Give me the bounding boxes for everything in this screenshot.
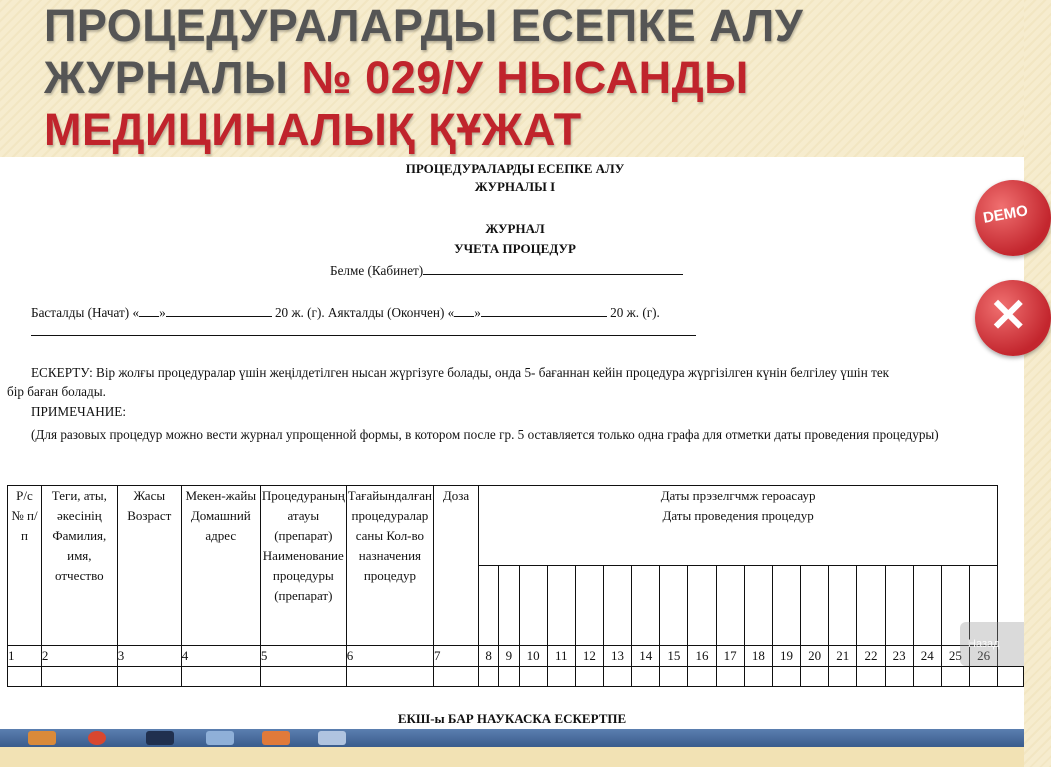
end-month-blank [481,305,607,317]
col-num: 1 [8,646,42,667]
header-address: Мекен-жайы Домашний адрес [181,486,260,646]
header-procedure: Процедураның атауы (препарат) Наименование процедуры (препарат) [260,486,346,646]
col-num: 17 [716,646,744,667]
col-num: 21 [829,646,857,667]
room-label: Белме (Кабинет) [330,263,424,278]
date-cell [913,566,941,646]
start-label: Басталды (Начат) « [31,305,140,320]
col-num: 3 [117,646,181,667]
close-button[interactable] [975,280,1051,356]
header-fullname: Теги, аты, әкесінің Фамилия, имя, отчество [41,486,117,646]
date-cell [575,566,603,646]
year-1: 20 ж. (г). Аякталды (Окончен) « [274,305,455,320]
date-cell [688,566,716,646]
col-num: 10 [519,646,547,667]
col-num: 20 [801,646,829,667]
note-ru-title: ПРИМЕЧАНИЕ: [31,404,127,419]
col-num: 18 [744,646,772,667]
start-day-blank [139,305,159,317]
col-num: 6 [346,646,433,667]
document-scan [0,157,1024,744]
taskbar-doc-icon[interactable] [206,731,234,745]
col-num: 26 [969,646,997,667]
date-cell [744,566,772,646]
title-line-2-red: № 029/У НЫСАНДЫ [301,52,749,103]
date-cell [660,566,688,646]
rule-line [31,335,696,336]
col-num: 13 [603,646,631,667]
title-line-1: ПРОЦЕДУРАЛАРДЫ ЕСЕПКЕ АЛУ [44,0,804,51]
date-cell [603,566,631,646]
note-kz-b: бір баған болады. [7,384,106,399]
col-num: 9 [499,646,519,667]
slide-bottom-band [0,747,1024,767]
header-dose: Доза [433,486,478,646]
note-kz [7,363,1024,401]
col-num: 23 [885,646,913,667]
date-cell [801,566,829,646]
col-num: 7 [433,646,478,667]
title-line-3: МЕДИЦИНАЛЫҚ ҚҰЖАТ [44,104,582,155]
date-cell [547,566,575,646]
column-number-row [8,646,1024,667]
start-mid: » [159,305,166,320]
journal-table [7,485,1024,687]
col-num: 8 [479,646,499,667]
col-num: 24 [913,646,941,667]
dates-line [31,305,660,321]
table-row [8,667,1024,687]
date-cell [772,566,800,646]
start-month-blank [166,305,272,317]
room-blank [423,263,683,275]
date-cell [479,566,499,646]
demo-label: DEMO [981,202,1030,227]
back-button[interactable] [960,622,1024,666]
room-line [330,263,683,279]
taskbar-browser-icon[interactable] [88,731,106,745]
taskbar-save-icon[interactable] [146,731,174,745]
date-cell [885,566,913,646]
col-num: 5 [260,646,346,667]
end-mid: » [474,305,481,320]
doc-heading-kz-1: ПРОЦЕДУРАЛАРДЫ ЕСЕПКЕ АЛУ [405,161,625,176]
col-num: 14 [632,646,660,667]
slide-title [44,0,944,156]
doc-heading-ru-1: ЖУРНАЛ [485,221,545,236]
col-num: 11 [547,646,575,667]
doc-heading-ru-2: УЧЕТА ПРОЦЕДУР [454,241,576,256]
close-icon: ✕ [989,289,1028,341]
date-cell [519,566,547,646]
col-num: 25 [941,646,969,667]
title-line-2-gray: ЖУРНАЛЫ [44,52,289,103]
end-day-blank [454,305,474,317]
col-num: 22 [857,646,885,667]
taskbar-slides-icon[interactable] [262,731,290,745]
taskbar-app-icon[interactable] [28,731,56,745]
date-cell [829,566,857,646]
header-age: Жасы Возраст [117,486,181,646]
doc-footer-text: ЕКШ-ы БАР НАУКАСКА ЕСКЕРТПЕ [397,711,627,726]
year-2: 20 ж. (г). [610,305,660,320]
col-num: 12 [575,646,603,667]
header-count: Тағайындалған процедуралар саны Кол-во назначения процедур [346,486,433,646]
title-line-2 [44,52,944,104]
demo-badge[interactable] [975,180,1051,256]
date-cell [716,566,744,646]
col-num: 4 [181,646,260,667]
date-cell [857,566,885,646]
date-cell [499,566,519,646]
note-ru-text: (Для разовых процедур можно вести журнал упрощенной формы, в котором после гр. 5 оставляется только одна графа для отметки даты проведения процедуры) [31,427,939,442]
taskbar [0,729,1024,747]
col-num: 16 [688,646,716,667]
back-label: Назад [968,638,1000,650]
header-dates-kz: Даты прэзелгчмж героасаур [660,488,816,503]
note-kz-a: ЕСКЕРТУ: Вір жолғы процедуралар үшін жеңiлдетiлген нысан жүргiзуге болады, онда 5- бағаннан кейiн процедура жүргiзiлген күнін белгiлеу үшiн тек [31,365,890,380]
header-dates [479,486,998,566]
taskbar-window-icon[interactable] [318,731,346,745]
header-number: Р/с № п/п [8,486,42,646]
doc-heading-kz-2: ЖУРНАЛЫ I [474,179,556,194]
col-num: 2 [41,646,117,667]
date-cell [632,566,660,646]
header-dates-ru: Даты проведения процедур [662,508,814,523]
col-num: 19 [772,646,800,667]
col-num: 15 [660,646,688,667]
